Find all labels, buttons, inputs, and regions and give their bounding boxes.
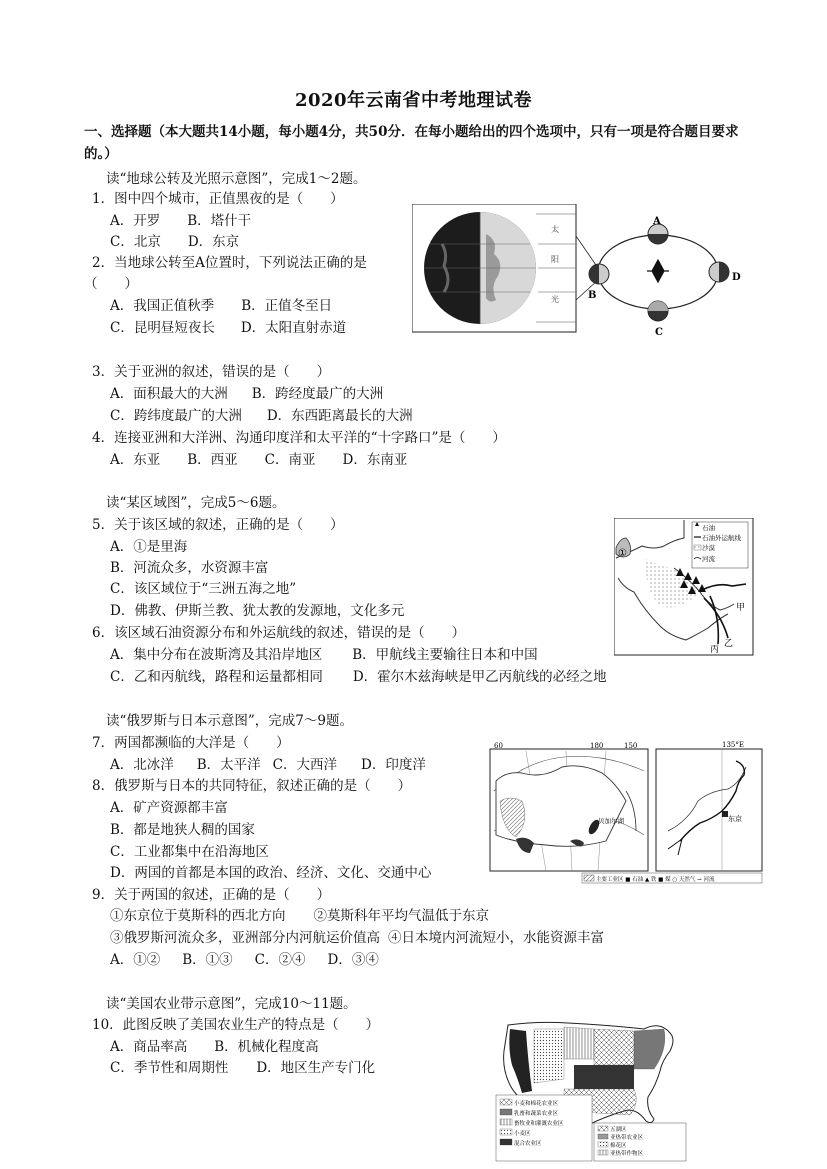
usa-agriculture-figure bbox=[494, 1015, 690, 1165]
q5-option-b[interactable]: B．河流众多，水资源丰富 bbox=[110, 560, 269, 576]
q6-options-row1 bbox=[110, 646, 538, 664]
q8-option-b[interactable]: B．都是地狭人稠的国家 bbox=[110, 822, 255, 838]
q5-option-d[interactable]: D．佛教、伊斯兰教、犹太教的发源地，文化多元 bbox=[110, 603, 405, 619]
orbit-label-c: C bbox=[655, 327, 663, 338]
q1-option-d[interactable]: D．东京 bbox=[187, 234, 240, 250]
sun-star-icon bbox=[647, 260, 669, 282]
section-header: 一、选择题（本大题共14小题，每小题4分，共50分．在每小题给出的四个选项中，只有一项是符合题目要求的。） bbox=[84, 124, 739, 162]
orbit-label-a: A bbox=[653, 216, 661, 227]
orbit-label-d: D bbox=[732, 272, 741, 283]
q6-stem: 6．该区域石油资源分布和外运航线的叙述，错误的是（ ） bbox=[92, 625, 466, 641]
q3-options-row1 bbox=[110, 385, 383, 403]
sun-band-1: 太 bbox=[551, 225, 559, 234]
usa-legend-5: 五湖区 bbox=[610, 1127, 627, 1133]
q2-option-b[interactable]: B．正值冬至日 bbox=[241, 298, 333, 314]
q2-option-a[interactable]: A．我国正值秋季 bbox=[110, 298, 215, 314]
q3-option-a[interactable]: A．面积最大的大洲 bbox=[110, 386, 228, 402]
q9-statement-3: ③俄罗斯河流众多，亚洲部分内河航运价值高 bbox=[110, 930, 380, 946]
q7-option-a[interactable]: A．北冰洋 bbox=[110, 757, 174, 773]
q9-option-c[interactable]: C．②④ bbox=[254, 952, 306, 968]
q2-stem: 2．当地球公转至A位置时，下列说法正确的是 bbox=[92, 255, 367, 271]
q9-statement-4: ④日本境内河流短小，水能资源丰富 bbox=[388, 930, 604, 946]
q4-option-b[interactable]: B．西亚 bbox=[187, 452, 238, 468]
q6-option-c[interactable]: C．乙和丙航线，路程和运量都相同 bbox=[110, 669, 323, 685]
lake-baikal: 贝加尔湖 bbox=[598, 817, 624, 825]
q6-option-d[interactable]: D．霍尔木兹海峡是甲乙丙航线的必经之地 bbox=[352, 669, 607, 685]
group-intro-1: 读“地球公转及光照示意图”，完成1～2题。 bbox=[106, 171, 367, 187]
q1-options-row2 bbox=[110, 233, 239, 251]
q10-option-a[interactable]: A．商品率高 bbox=[110, 1039, 188, 1055]
q2-option-c[interactable]: C．昆明昼短夜长 bbox=[110, 320, 215, 336]
q7-option-c[interactable]: C．大西洋 bbox=[272, 757, 338, 773]
q10-options-row2 bbox=[110, 1059, 375, 1077]
sun-band-2: 阳 bbox=[551, 255, 559, 264]
q7-stem: 7．两国都濒临的大洋是（ ） bbox=[92, 735, 290, 751]
q3-stem: 3．关于亚洲的叙述，错误的是（ ） bbox=[92, 364, 331, 380]
russia-japan-figure bbox=[486, 741, 768, 886]
q9-option-b[interactable]: B．①③ bbox=[182, 952, 233, 968]
q10-option-b[interactable]: B．机械化程度高 bbox=[214, 1039, 319, 1055]
q1-option-b[interactable]: B．塔什干 bbox=[187, 213, 252, 229]
route-bing: 丙 bbox=[710, 645, 720, 655]
q7-option-b[interactable]: B．太平洋 bbox=[196, 757, 261, 773]
russia-lon-60: 60 bbox=[494, 742, 503, 750]
russia-lon-180: 180 bbox=[590, 742, 604, 750]
q8-option-a[interactable]: A．矿产资源都丰富 bbox=[110, 800, 228, 816]
usa-legend-8: 亚热带作物区 bbox=[610, 1151, 644, 1157]
q9-options bbox=[110, 951, 379, 969]
usa-legend-3: 小麦区 bbox=[514, 1131, 531, 1137]
q3-options-row2 bbox=[110, 407, 413, 425]
q7-option-d[interactable]: D．印度洋 bbox=[361, 757, 426, 773]
q9-stem: 9．关于两国的叙述，正确的是（ ） bbox=[92, 887, 331, 903]
q4-option-c[interactable]: C．南亚 bbox=[264, 452, 316, 468]
q3-option-b[interactable]: B．跨经度最广的大洲 bbox=[251, 386, 384, 402]
q2-options-row2 bbox=[110, 319, 346, 337]
russia-legend-text: 主要工业区 ■ 石油 ▲ 铁 ■ 煤 ○ 天然气 → 河流 bbox=[596, 877, 715, 883]
q4-options bbox=[110, 451, 407, 469]
q5-stem: 5．关于该区域的叙述，正确的是（ ） bbox=[92, 517, 344, 533]
region-legend-river: 河流 bbox=[702, 555, 715, 563]
group-intro-3: 读“俄罗斯与日本示意图”，完成7～9题。 bbox=[106, 713, 353, 729]
earth-orbit-figure bbox=[412, 204, 746, 338]
q1-option-a[interactable]: A．开罗 bbox=[110, 213, 161, 229]
region-map-figure bbox=[614, 518, 754, 656]
q9-option-d[interactable]: D．③④ bbox=[327, 952, 379, 968]
q6-options-row2 bbox=[110, 668, 607, 686]
q9-statement-1: ①东京位于莫斯科的西北方向 bbox=[110, 908, 286, 924]
q8-option-c[interactable]: C．工业都集中在沿海地区 bbox=[110, 844, 269, 860]
q6-option-b[interactable]: B．甲航线主要输往日本和中国 bbox=[352, 647, 538, 663]
sun-band-3: 光 bbox=[551, 295, 559, 304]
region-legend-oil: 石油 bbox=[702, 524, 715, 532]
region-mark-1: ① bbox=[618, 548, 627, 559]
q10-options-row1 bbox=[110, 1038, 319, 1056]
q8-option-d[interactable]: D．两国的首都是本国的政治、经济、文化、交通中心 bbox=[110, 865, 432, 881]
q9-statements-row1 bbox=[110, 907, 489, 925]
q9-statement-2: ②莫斯科年平均气温低于东京 bbox=[313, 908, 489, 924]
usa-legend-4: 混合农业区 bbox=[514, 1141, 542, 1147]
route-jia: 甲 bbox=[736, 603, 746, 613]
q10-option-c[interactable]: C．季节性和周期性 bbox=[110, 1060, 229, 1076]
q7-options bbox=[110, 756, 426, 774]
russia-lon-150: 150 bbox=[624, 742, 638, 750]
usa-legend-6: 亚热带农业区 bbox=[610, 1135, 644, 1141]
q4-option-a[interactable]: A．东亚 bbox=[110, 452, 161, 468]
usa-legend-7: 棉花区 bbox=[610, 1143, 627, 1149]
group-intro-2: 读“某区域图”，完成5～6题。 bbox=[106, 495, 286, 511]
usa-legend-2: 畜牧业和灌溉农业区 bbox=[514, 1121, 564, 1127]
q9-option-a[interactable]: A．①② bbox=[110, 952, 161, 968]
q3-option-d[interactable]: D．东西距离最长的大洲 bbox=[266, 408, 413, 424]
q1-option-c[interactable]: C．北京 bbox=[110, 234, 161, 250]
page-title: 2020年云南省中考地理试卷 bbox=[294, 90, 533, 111]
q2-option-d[interactable]: D．太阳直射赤道 bbox=[240, 320, 347, 336]
group-intro-4: 读“美国农业带示意图”，完成10～11题。 bbox=[106, 996, 357, 1012]
q3-option-c[interactable]: C．跨纬度最广的大洲 bbox=[110, 408, 242, 424]
q8-stem: 8．俄罗斯与日本的共同特征，叙述正确的是（ ） bbox=[92, 778, 412, 794]
region-legend-route: 石油外运航线 bbox=[702, 534, 741, 542]
q10-option-d[interactable]: D．地区生产专门化 bbox=[256, 1060, 376, 1076]
q2-options-row1 bbox=[110, 297, 332, 315]
q9-statements-row2 bbox=[110, 929, 604, 947]
q4-option-d[interactable]: D．东南亚 bbox=[342, 452, 408, 468]
q1-options-row1 bbox=[110, 212, 251, 230]
orbit-label-b: B bbox=[588, 290, 597, 301]
route-yi: 乙 bbox=[724, 639, 734, 649]
tokyo-label: 东京 bbox=[728, 815, 742, 823]
q5-option-c[interactable]: C．该区域位于“三洲五海之地” bbox=[110, 581, 297, 597]
japan-lon: 135°E bbox=[722, 741, 744, 749]
region-legend-desert: 沙漠 bbox=[702, 544, 715, 552]
q4-stem: 4．连接亚洲和大洋洲、沟通印度洋和太平洋的“十字路口”是（ ） bbox=[92, 430, 506, 446]
usa-legend-1: 乳畜和蔬菜农业区 bbox=[514, 1111, 559, 1117]
usa-legend-0: 小麦和棉花农业区 bbox=[514, 1101, 559, 1107]
q6-option-a[interactable]: A．集中分布在波斯湾及其沿岸地区 bbox=[110, 647, 323, 663]
q1-stem: 1．图中四个城市，正值黑夜的是（ ） bbox=[92, 191, 344, 207]
q10-stem: 10．此图反映了美国农业生产的特点是（ ） bbox=[92, 1017, 380, 1033]
q2-stem-paren: （ ） bbox=[84, 276, 138, 292]
q5-option-a[interactable]: A．①是里海 bbox=[110, 539, 188, 555]
